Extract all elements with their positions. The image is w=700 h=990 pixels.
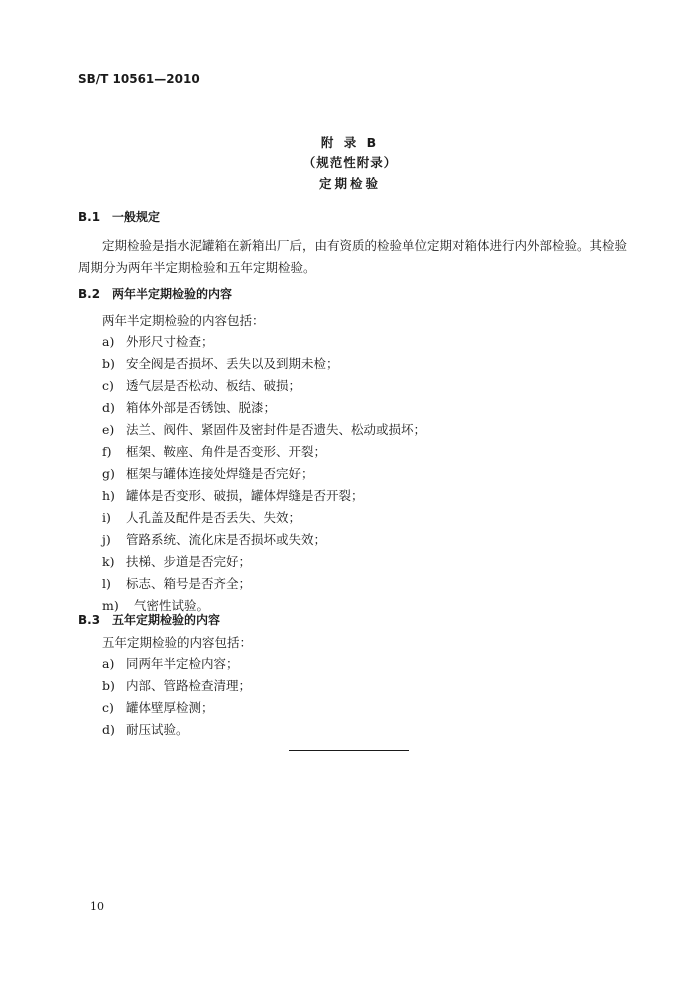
list-item-label: c) <box>102 378 114 393</box>
list-item-label: e) <box>102 422 115 437</box>
list-item-label: k) <box>102 554 115 569</box>
end-rule <box>289 750 409 751</box>
list-item-text: 箱体外部是否锈蚀、脱漆； <box>126 400 277 415</box>
list-item-text: 法兰、阀件、紧固件及密封件是否遗失、松动或损坏； <box>126 422 427 437</box>
section-b1-paragraph-line2: 周期分为两年半定期检验和五年定期检验。 <box>78 260 316 275</box>
section-b3-heading: B.3 五年定期检验的内容 <box>78 613 221 627</box>
list-item <box>102 720 189 738</box>
list-item-text: 罐体是否变形、破损，罐体焊缝是否开裂； <box>126 488 364 503</box>
list-item-label: g) <box>102 466 115 481</box>
list-item-text: 扶梯、步道是否完好； <box>126 554 252 569</box>
list-item-text: 罐体壁厚检测； <box>126 700 214 715</box>
list-item-label: i) <box>102 510 111 525</box>
list-item <box>102 574 251 592</box>
list-item-label: d) <box>102 400 115 415</box>
list-item-label: d) <box>102 722 115 737</box>
list-item-text: 耐压试验。 <box>126 722 189 737</box>
list-item-text: 管路系统、流化床是否损坏或失效； <box>126 532 327 547</box>
list-item-label: f) <box>102 444 112 459</box>
list-item-label: m) <box>102 598 119 613</box>
list-item-label: j) <box>102 532 111 547</box>
list-item <box>102 420 426 438</box>
list-item-text: 内部、管路检查清理； <box>126 678 252 693</box>
list-item <box>102 508 301 526</box>
list-item-text: 标志、箱号是否齐全； <box>126 576 252 591</box>
document-number: SB/T 10561—2010 <box>78 72 200 86</box>
list-item-text: 外形尺寸检查； <box>126 334 214 349</box>
section-b2-heading: B.2 两年半定期检验的内容 <box>78 287 233 301</box>
list-item-text: 同两年半定检内容； <box>126 656 239 671</box>
page-number: 10 <box>90 900 104 913</box>
list-item <box>102 486 364 504</box>
list-item-label: b) <box>102 356 115 371</box>
appendix-name: 定期检验 <box>318 176 381 191</box>
list-item-text: 人孔盖及配件是否丢失、失效； <box>126 510 302 525</box>
appendix-title: 附 录 B <box>320 135 380 150</box>
list-item-text: 框架与罐体连接处焊缝是否完好； <box>126 466 314 481</box>
list-item-label: b) <box>102 678 115 693</box>
section-b1-heading: B.1 一般规定 <box>78 210 161 224</box>
appendix-subtitle: （规范性附录） <box>302 155 398 170</box>
list-item <box>102 398 276 416</box>
list-item <box>102 530 326 548</box>
section-b3-intro: 五年定期检验的内容包括： <box>102 635 253 650</box>
section-b1-paragraph-line1: 定期检验是指水泥罐箱在新箱出厂后，由有资质的检验单位定期对箱体进行内外部检验。其检验 <box>102 238 628 253</box>
list-item <box>102 332 214 350</box>
list-item <box>102 442 326 460</box>
list-item-text: 气密性试验。 <box>134 598 210 613</box>
list-item-text: 透气层是否松动、板结、破损； <box>126 378 302 393</box>
list-item-label: a) <box>102 334 115 349</box>
list-item-label: c) <box>102 700 114 715</box>
list-item <box>102 676 251 694</box>
list-item-label: h) <box>102 488 115 503</box>
list-item <box>102 654 239 672</box>
list-item <box>102 354 339 372</box>
list-item-text: 框架、鞍座、角件是否变形、开裂； <box>126 444 327 459</box>
list-item-text: 安全阀是否损坏、丢失以及到期未检； <box>126 356 339 371</box>
list-item <box>102 552 251 570</box>
section-b2-intro: 两年半定期检验的内容包括： <box>102 313 265 328</box>
list-item <box>102 698 214 716</box>
list-item <box>102 376 301 394</box>
list-item-label: a) <box>102 656 115 671</box>
list-item-label: l) <box>102 576 111 591</box>
list-item <box>102 464 314 482</box>
